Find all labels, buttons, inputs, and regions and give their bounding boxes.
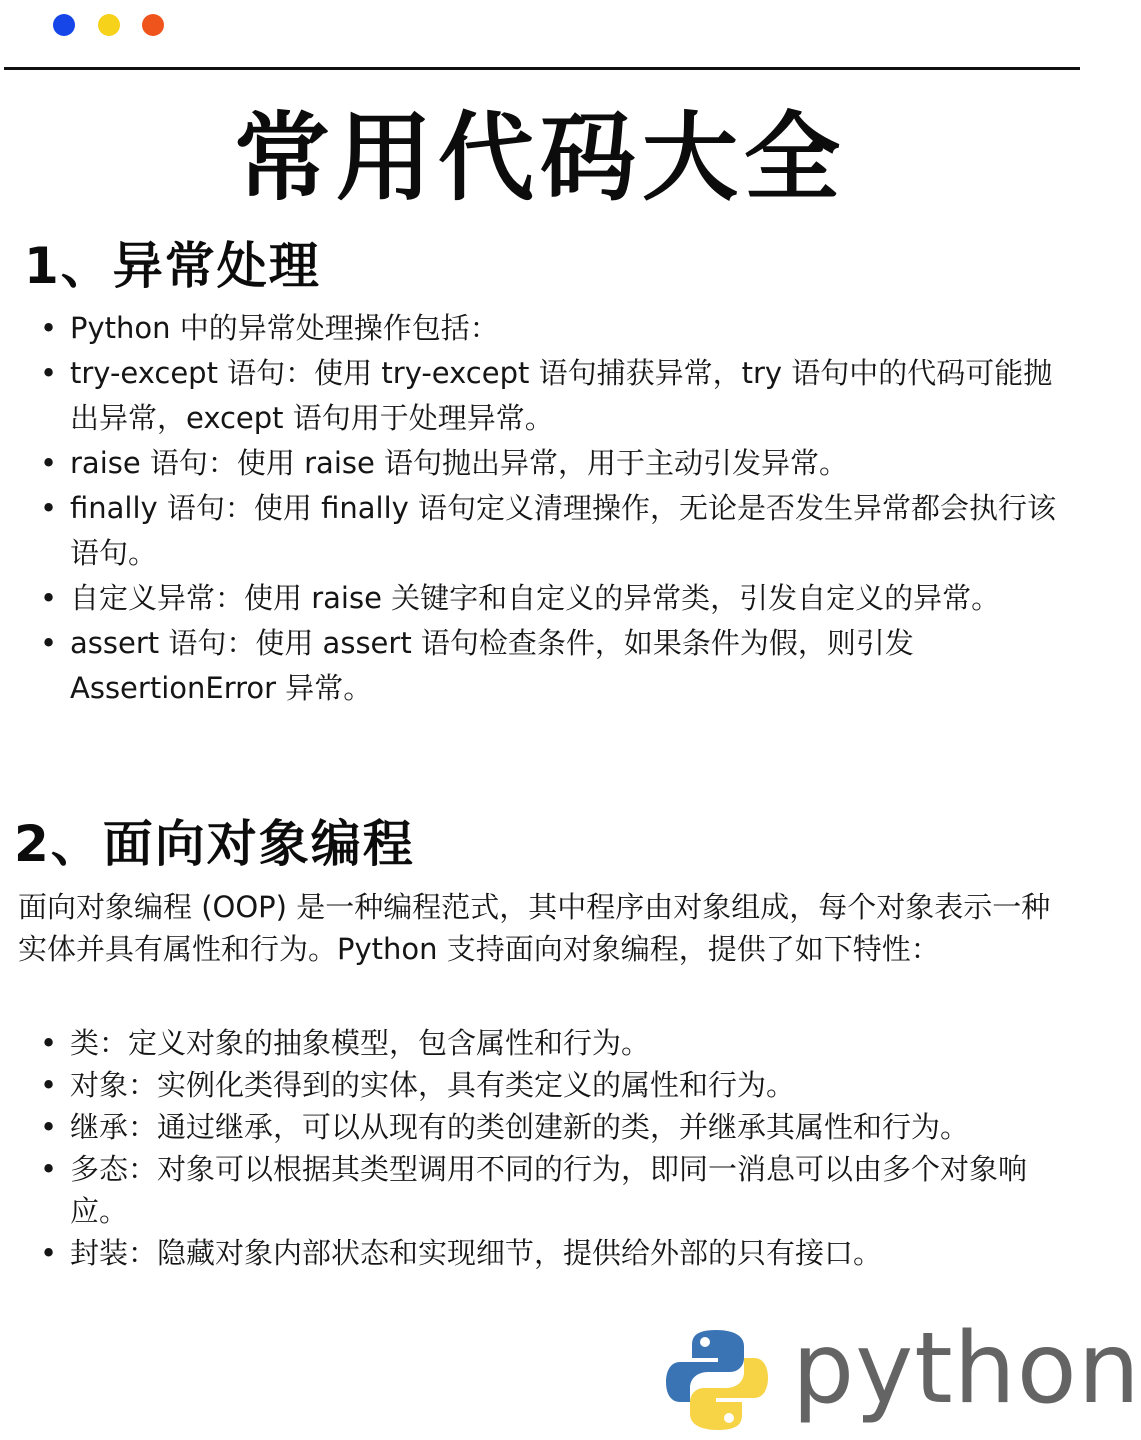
titlebar-divider [4,67,1080,70]
python-logo-icon [664,1328,770,1432]
minimize-dot[interactable] [98,14,120,36]
list-item: • 自定义异常：使用 raise 关键字和自定义的异常类，引发自定义的异常。 [40,581,1001,615]
list-item: • 对象：实例化类得到的实体，具有类定义的属性和行为。 [40,1068,796,1102]
list-item: • 继承：通过继承，可以从现有的类创建新的类，并继承其属性和行为。 [40,1110,970,1144]
section1-heading: 1、异常处理 [24,237,321,295]
section2-list [40,1022,1060,1274]
list-item: • finally 语句：使用 finally 语句定义清理操作，无论是否发生异常都会执行该语句。 [40,491,1057,570]
section2-heading: 2、面向对象编程 [14,815,415,873]
page-title: 常用代码大全 [234,102,846,214]
maximize-dot[interactable] [142,14,164,36]
list-item: • assert 语句：使用 assert 语句检查条件，如果条件为假，则引发 AssertionError 异常。 [40,626,914,705]
section2-intro: 面向对象编程 (OOP) 是一种编程范式，其中程序由对象组成，每个对象表示一种实体并具有属性和行为。Python 支持面向对象编程，提供了如下特性： [18,890,1051,966]
window-titlebar [0,0,1080,68]
python-wordmark: python [792,1312,1141,1426]
list-item: • 类：定义对象的抽象模型，包含属性和行为。 [40,1026,651,1060]
close-dot[interactable] [53,14,75,36]
python-logo [664,1312,1141,1432]
list-item: • 多态：对象可以根据其类型调用不同的行为，即同一消息可以由多个对象响应。 [40,1152,1028,1228]
section1-list [40,306,1060,711]
list-item: • 封装：隐藏对象内部状态和实现细节，提供给外部的只有接口。 [40,1236,883,1270]
list-item: • try-except 语句：使用 try-except 语句捕获异常，try 语句中的代码可能抛出异常，except 语句用于处理异常。 [40,356,1053,435]
list-item: • Python 中的异常处理操作包括： [40,311,499,345]
list-item: • raise 语句：使用 raise 语句抛出异常，用于主动引发异常。 [40,446,849,480]
